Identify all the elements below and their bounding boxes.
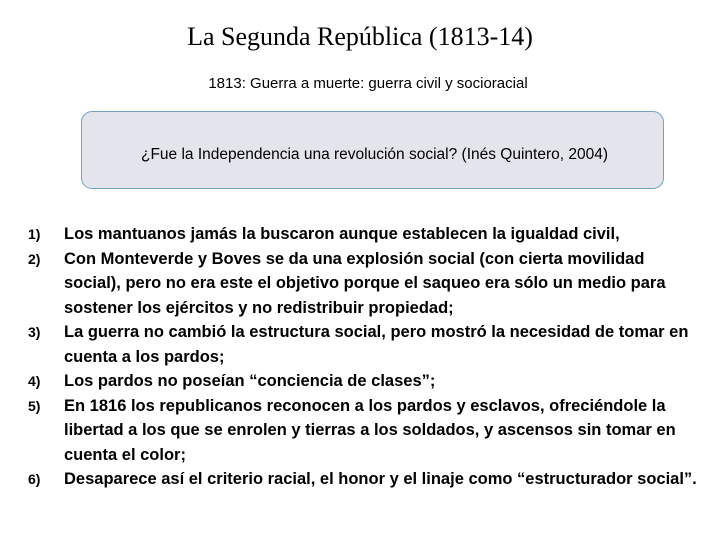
list-item-text: Los pardos no poseían “conciencia de clases”; bbox=[64, 372, 436, 390]
slide-title: La Segunda República (1813-14) bbox=[187, 22, 533, 51]
list-item-number: 4) bbox=[28, 373, 41, 389]
list-item-number: 6) bbox=[28, 471, 41, 487]
list-item bbox=[28, 467, 698, 492]
numbered-list bbox=[28, 222, 698, 492]
list-item bbox=[28, 369, 698, 394]
list-item-text: Desaparece así el criterio racial, el honor y el linaje como “estructurador social”. bbox=[64, 470, 697, 488]
question-callout-text: ¿Fue la Independencia una revolución social? (Inés Quintero, 2004) bbox=[140, 146, 608, 163]
list-item-number: 5) bbox=[28, 397, 41, 414]
list-item-number: 2) bbox=[28, 250, 41, 267]
list-item bbox=[28, 394, 698, 468]
list-item-number: 3) bbox=[28, 324, 41, 340]
question-callout-box bbox=[81, 111, 664, 189]
list-item-number: 1) bbox=[28, 226, 41, 242]
list-item bbox=[28, 247, 698, 321]
list-item-text: La guerra no cambió la estructura social, pero mostró la necesidad de tomar en cuenta a los pardos; bbox=[64, 323, 689, 366]
slide-subtitle: 1813: Guerra a muerte: guerra civil y socioracial bbox=[208, 75, 528, 92]
list-item-text: En 1816 los republicanos reconocen a los pardos y esclavos, ofreciéndole la libertad a los que se enrolen y tierras a los soldados, y ascensos sin tomar en cuenta el color; bbox=[64, 396, 676, 464]
list-item bbox=[28, 222, 698, 247]
list-item-text: Con Monteverde y Boves se da una explosión social (con cierta movilidad social), pero no era este el objetivo porque el saqueo era sólo un medio para sostener los ejércitos y no redistribuir propiedad; bbox=[64, 249, 666, 317]
list-item-text: Los mantuanos jamás la buscaron aunque establecen la igualdad civil, bbox=[64, 225, 620, 243]
list-item bbox=[28, 320, 698, 369]
